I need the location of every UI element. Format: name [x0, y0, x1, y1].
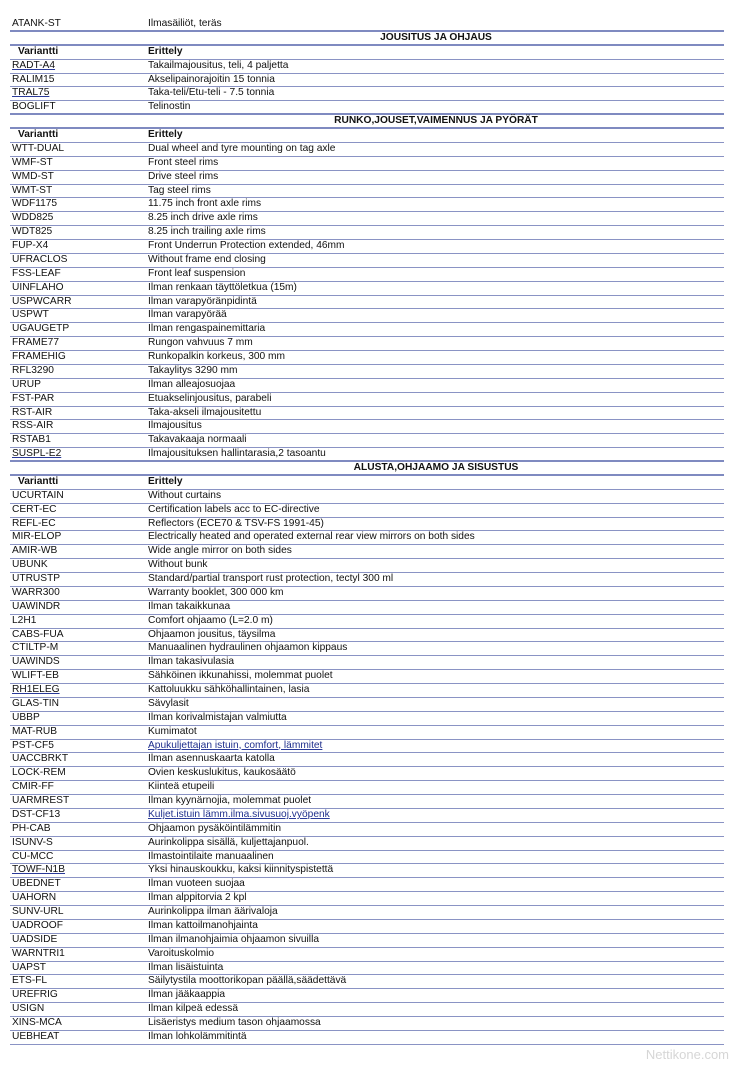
variant-description: Front leaf suspension [148, 267, 246, 279]
variant-description: Ilman korivalmistajan valmiutta [148, 711, 287, 723]
table-row [10, 809, 724, 823]
variant-description: Ilman kyynärnojia, molemmat puolet [148, 795, 312, 806]
table-row [10, 282, 724, 296]
variant-description: Without bunk [148, 559, 208, 571]
variant-description: Ilman kilpeä edessä [148, 1003, 239, 1015]
variant-description: Standard/partial transport rust protection, tectyl 300 ml [148, 573, 394, 584]
table-row [10, 531, 724, 545]
variant-description: Ilmastointilaite manuaalinen [148, 850, 274, 862]
variant-description: Ilman lisäistuinta [148, 961, 224, 973]
variant-description: Kiinteä etupeili [148, 781, 215, 793]
column-header-description: Erittely [148, 129, 183, 140]
table-row [10, 504, 724, 518]
table-row [10, 60, 724, 74]
variant-code: CU-MCC [12, 850, 54, 862]
table-row [10, 87, 724, 101]
variant-code: TOWF-N1B [12, 864, 66, 876]
variant-code: UARMREST [12, 795, 70, 806]
table-row [10, 781, 724, 795]
table-row [10, 518, 724, 532]
variant-code: FSS-LEAF [12, 267, 61, 279]
table-row [10, 573, 724, 587]
variant-code: FUP-X4 [12, 240, 49, 251]
variant-description: Ilman asennuskaarta katolla [148, 753, 275, 765]
variant-description: Ilman varapyöränpidintä [148, 295, 257, 307]
table-row [10, 240, 724, 254]
variant-code: CERT-EC [12, 503, 57, 515]
table-row [10, 878, 724, 892]
variant-code: AMIR-WB [12, 545, 58, 557]
table-row [10, 1031, 724, 1045]
variant-description: Dual wheel and tyre mounting on tag axle [148, 142, 336, 154]
variant-code: UFRACLOS [12, 253, 68, 265]
variant-description: Aurinkolippa sisällä, kuljettajanpuol. [148, 836, 309, 848]
variant-description: Aurinkolippa ilman äärivaloja [148, 906, 278, 917]
variant-description: Manuaalinen hydraulinen ohjaamon kippaus [148, 642, 348, 654]
table-row [10, 143, 724, 157]
variant-code: UBEDNET [12, 878, 61, 890]
table-row [10, 684, 724, 698]
variant-description: Runkopalkin korkeus, 300 mm [148, 351, 286, 362]
table-row [10, 629, 724, 643]
variant-code: WARNTRI1 [12, 947, 65, 959]
table-row [10, 74, 724, 88]
variant-description: Takavakaaja normaali [148, 434, 247, 446]
variant-description: Apukuljettajan istuin, comfort, lämmitet [148, 739, 323, 751]
variant-description: Rungon vahvuus 7 mm [148, 337, 253, 349]
variant-code: UADSIDE [12, 933, 58, 945]
table-row [10, 948, 724, 962]
variant-code: FRAME77 [12, 337, 59, 349]
variant-description: 11.75 inch front axle rims [148, 198, 262, 210]
table-row [10, 906, 724, 920]
variant-code: USIGN [12, 1003, 45, 1015]
variant-code: UADROOF [12, 919, 63, 931]
variant-description: Sähköinen ikkunahissi, molemmat puolet [148, 670, 333, 682]
table-row [10, 296, 724, 310]
variant-code: FRAMEHIG [12, 351, 66, 362]
table-row [10, 198, 724, 212]
variant-description: Etuakselinjousitus, parabeli [148, 392, 272, 404]
table-row [10, 837, 724, 851]
variant-code: GLAS-TIN [12, 697, 59, 709]
table-row [10, 545, 724, 559]
variant-description: Electrically heated and operated external rear view mirrors on both sides [148, 531, 475, 543]
variant-description: Sävylasit [148, 697, 189, 709]
variant-description: Säilytystila moottorikopan päällä,säädettävä [148, 975, 347, 987]
table-row [10, 601, 724, 615]
variant-code: XINS-MCA [12, 1017, 62, 1028]
column-header-variant: Variantti [18, 45, 59, 57]
variant-description: Takaylitys 3290 mm [148, 364, 238, 376]
variant-code: RH1ELEG [12, 684, 60, 695]
variant-code: ATANK-ST [12, 18, 61, 29]
variant-description: Ilmajousituksen hallintarasia,2 tasoantu [148, 448, 326, 460]
variant-code: TRAL75 [12, 87, 50, 99]
table-header-row [10, 129, 724, 143]
column-header-variant: Variantti [18, 475, 59, 487]
variant-description: Taka-teli/Etu-teli - 7.5 tonnia [148, 87, 275, 99]
variant-code: USPWT [12, 309, 49, 321]
table-row [10, 268, 724, 282]
variant-code: REFL-EC [12, 517, 56, 529]
column-header-description: Erittely [148, 475, 183, 487]
variant-code: WARR300 [12, 586, 60, 598]
table-row [10, 379, 724, 393]
table-row [10, 254, 724, 268]
variant-description: Without curtains [148, 489, 222, 501]
variant-code: WMT-ST [12, 184, 53, 196]
variant-description: Front Underrun Protection extended, 46mm [148, 240, 345, 251]
variant-description: Ilman alppitorvia 2 kpl [148, 892, 247, 904]
variant-code: WLIFT-EB [12, 670, 59, 682]
table-row [10, 615, 724, 629]
variant-code: WDD825 [12, 212, 54, 224]
variant-code: RSS-AIR [12, 420, 54, 432]
variant-code: FST-PAR [12, 392, 55, 404]
table-row [10, 698, 724, 712]
variant-description: Yksi hinauskoukku, kaksi kiinnityspistettä [148, 864, 334, 876]
variant-description: Wide angle mirror on both sides [148, 545, 292, 557]
variant-code: UAWINDS [12, 656, 60, 668]
table-row [10, 448, 724, 462]
variant-description: Taka-akseli ilmajousitettu [148, 406, 262, 418]
variant-description: Without frame end closing [148, 253, 266, 265]
variant-description: Kuljet.istuin lämm.ilma.sivusuoj.vyöpenk [148, 808, 330, 820]
variant-description: Certification labels acc to EC-directive [148, 503, 320, 515]
table-row [10, 393, 724, 407]
variant-code: RALIM15 [12, 73, 55, 85]
variant-code: CMIR-FF [12, 781, 54, 793]
variant-description: Ilman kattoilmanohjainta [148, 919, 258, 931]
table-row [10, 309, 724, 323]
variant-code: LOCK-REM [12, 767, 66, 779]
variant-code: UCURTAIN [12, 489, 64, 501]
variant-code: UEBHEAT [12, 1030, 60, 1042]
table-row [10, 962, 724, 976]
variant-code: CABS-FUA [12, 628, 64, 640]
variant-code: USPWCARR [12, 295, 72, 307]
variant-description: Ilman lohkolämmitintä [148, 1030, 247, 1042]
table-row [10, 670, 724, 684]
table-row [10, 656, 724, 670]
table-row [10, 337, 724, 351]
table-row [10, 851, 724, 865]
variant-description: Ilmasäiliöt, teräs [148, 18, 222, 29]
table-row [10, 1017, 724, 1031]
options-table [10, 18, 724, 1045]
variant-description: Ilman vuoteen suojaa [148, 878, 245, 890]
variant-description: Ilman takaikkunaa [148, 600, 231, 612]
variant-code: SUSPL-E2 [12, 448, 62, 460]
variant-code: WDT825 [12, 226, 53, 238]
table-row [10, 740, 724, 754]
variant-code: DST-CF13 [12, 808, 61, 820]
variant-code: UBUNK [12, 559, 48, 571]
variant-code: PH-CAB [12, 822, 51, 834]
column-header-variant: Variantti [18, 129, 59, 140]
variant-code: MIR-ELOP [12, 531, 62, 543]
variant-description: Ilmajousitus [148, 420, 202, 432]
table-row [10, 365, 724, 379]
variant-code: UAPST [12, 961, 46, 973]
table-row [10, 934, 724, 948]
variant-code: URUP [12, 378, 41, 390]
table-row [10, 212, 724, 226]
variant-description: Warranty booklet, 300 000 km [148, 586, 284, 598]
variant-code: RADT-A4 [12, 59, 56, 71]
variant-code: L2H1 [12, 614, 37, 626]
table-row [10, 726, 724, 740]
table-row [10, 559, 724, 573]
table-row [10, 185, 724, 199]
variant-description: Reflectors (ECE70 & TSV-FS 1991-45) [148, 517, 324, 529]
variant-code: RSTAB1 [12, 434, 51, 446]
table-row [10, 226, 724, 240]
variant-code: SUNV-URL [12, 906, 64, 917]
section-heading: RUNKO,JOUSET,VAIMENNUS JA PYÖRÄT [10, 115, 724, 129]
table-row [10, 101, 724, 115]
variant-code: UGAUGETP [12, 323, 70, 335]
variant-description: Comfort ohjaamo (L=2.0 m) [148, 614, 273, 626]
variant-description: Lisäeristys medium tason ohjaamossa [148, 1017, 321, 1028]
section-heading: JOUSITUS JA OHJAUS [10, 32, 724, 46]
table-row [10, 642, 724, 656]
table-row [10, 892, 724, 906]
variant-description: Takailmajousitus, teli, 4 paljetta [148, 59, 289, 71]
watermark: Nettikone.com [645, 1047, 729, 1062]
variant-description: Ilman takasivulasia [148, 656, 235, 668]
table-row [10, 753, 724, 767]
variant-description: Kattoluukku sähköhallintainen, lasia [148, 684, 310, 695]
table-row [10, 920, 724, 934]
variant-code: UBBP [12, 711, 40, 723]
variant-code: UINFLAHO [12, 281, 64, 293]
variant-code: UAWINDR [12, 600, 61, 612]
table-row [10, 157, 724, 171]
variant-code: WMD-ST [12, 170, 54, 182]
table-row [10, 712, 724, 726]
variant-description: Ohjaamon jousitus, täysilma [148, 628, 276, 640]
table-row [10, 975, 724, 989]
variant-code: ETS-FL [12, 975, 48, 987]
variant-code: CTILTP-M [12, 642, 59, 654]
variant-description: Ilman ilmanohjaimia ohjaamon sivuilla [148, 933, 320, 945]
variant-description: Akselipainorajoitin 15 tonnia [148, 73, 275, 85]
variant-description: Telinostin [148, 101, 191, 113]
variant-description: Ilman jääkaappia [148, 989, 226, 1001]
table-row [10, 420, 724, 434]
variant-description: 8.25 inch drive axle rims [148, 212, 258, 224]
variant-code: ISUNV-S [12, 836, 53, 848]
table-row [10, 989, 724, 1003]
variant-description: Ohjaamon pysäköintilämmitin [148, 822, 282, 834]
variant-code: RST-AIR [12, 406, 53, 418]
variant-code: BOGLIFT [12, 101, 56, 113]
variant-code: UACCBRKT [12, 753, 69, 765]
table-header-row [10, 46, 724, 60]
column-header-description: Erittely [148, 45, 183, 57]
table-row [10, 351, 724, 365]
table-row [10, 795, 724, 809]
variant-code: RFL3290 [12, 364, 54, 376]
variant-description: Ilman alleajosuojaa [148, 378, 236, 390]
variant-code: WTT-DUAL [12, 142, 65, 154]
variant-description: Varoituskolmio [148, 947, 215, 959]
variant-description: Ovien keskuslukitus, kaukosäätö [148, 767, 296, 779]
variant-description: Ilman varapyörää [148, 309, 227, 321]
variant-code: UTRUSTP [12, 573, 61, 584]
variant-code: UREFRIG [12, 989, 58, 1001]
section-heading: ALUSTA,OHJAAMO JA SISUSTUS [10, 462, 724, 476]
variant-description: Ilman renkaan täyttöletkua (15m) [148, 281, 297, 293]
variant-description: Ilman rengaspainemittaria [148, 323, 266, 335]
table-row [10, 1003, 724, 1017]
table-row [10, 767, 724, 781]
variant-code: WMF-ST [12, 156, 53, 168]
table-row [10, 490, 724, 504]
variant-code: UAHORN [12, 892, 57, 904]
variant-description: Drive steel rims [148, 170, 219, 182]
variant-code: MAT-RUB [12, 725, 58, 737]
variant-description: Tag steel rims [148, 184, 211, 196]
table-row [10, 864, 724, 878]
table-row [10, 407, 724, 421]
variant-code: WDF1175 [12, 198, 58, 210]
table-row [10, 434, 724, 448]
table-row [10, 323, 724, 337]
variant-description: 8.25 inch trailing axle rims [148, 226, 266, 238]
table-row [10, 171, 724, 185]
table-row [10, 823, 724, 837]
table-header-row [10, 476, 724, 490]
variant-description: Front steel rims [148, 156, 219, 168]
variant-description: Kumimatot [148, 725, 197, 737]
table-row [10, 18, 724, 32]
variant-code: PST-CF5 [12, 739, 54, 751]
table-row [10, 587, 724, 601]
